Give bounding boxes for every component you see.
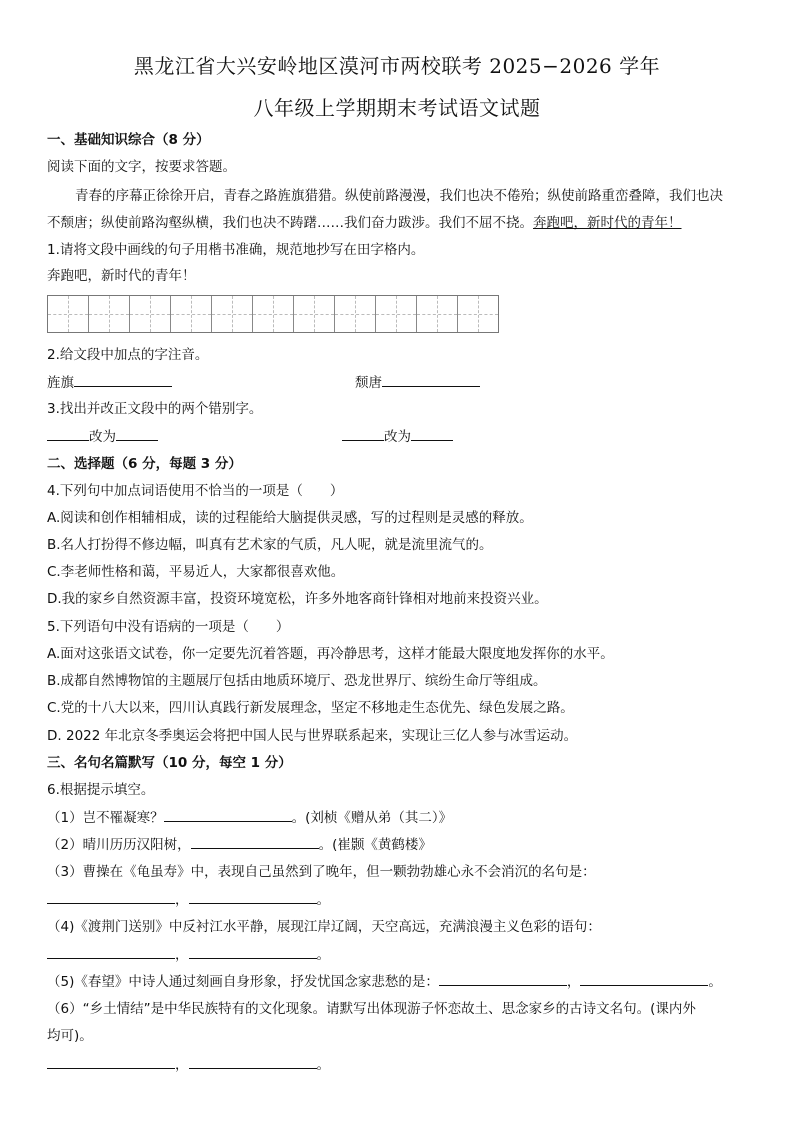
answer-blank[interactable] (47, 1055, 175, 1069)
section-2-heading: 二、选择题（6 分，每题 3 分） (47, 456, 242, 472)
change-to-label: 改为 (89, 429, 116, 445)
fill-item-3-answer (47, 890, 330, 909)
grid-cell[interactable] (253, 296, 294, 332)
fill-item-1-source: 。(刘桢《赠从弟（其二）》 (291, 810, 453, 826)
question-1: 1.请将文段中画线的句子用楷书准确，规范地抄写在田字格内。 (47, 242, 425, 258)
answer-blank[interactable] (189, 890, 317, 904)
question-5-option-a[interactable]: A.面对这张语文试卷，你一定要先沉着答题，再冷静思考，这样才能最大限度地发挥你的水平。 (47, 646, 614, 662)
answer-blank[interactable] (411, 427, 453, 441)
answer-blank[interactable] (47, 427, 89, 441)
section-3-heading: 三、名句名篇默写（10 分，每空 1 分） (47, 755, 292, 771)
fill-item-6: （6）“乡土情结”是中华民族特有的文化现象。请默写出体现游子怀恋故土、思念家乡的古诗文名句。(课内外 (47, 1001, 696, 1017)
comma: ， (175, 892, 189, 908)
comma: ， (566, 974, 581, 990)
fill-item-4-answer (47, 945, 330, 964)
period: 。 (316, 1057, 330, 1073)
passage-line-1: 青春的序幕正徐徐开启，青春之路旌旗猎猎。纵使前路漫漫，我们也决不倦殆；纵使前路重峦叠障，我们也决 (75, 188, 723, 204)
question-3: 3.找出并改正文段中的两个错别字。 (47, 401, 263, 417)
underlined-sentence: 奔跑吧，新时代的青年！ (533, 215, 682, 231)
answer-blank[interactable] (189, 1055, 317, 1069)
tianzige-grid[interactable] (47, 295, 499, 333)
answer-blank[interactable] (382, 373, 480, 387)
grid-cell[interactable] (417, 296, 458, 332)
answer-blank[interactable] (191, 835, 319, 849)
answer-blank[interactable] (580, 972, 708, 986)
grid-cell[interactable] (130, 296, 171, 332)
question-4-option-d[interactable]: D.我的家乡自然资源丰富，投资环境宽松，许多外地客商针锋相对地前来投资兴业。 (47, 591, 548, 607)
fill-item-5-prompt: （5)《春望》中诗人通过刻画自身形象，抒发忧国念家悲愁的是： (47, 974, 439, 990)
pinyin-word-b: 颓唐 (355, 375, 382, 391)
grid-cell[interactable] (212, 296, 253, 332)
question-2-item-b (355, 373, 480, 392)
passage-line-2 (47, 214, 682, 232)
question-4-option-c[interactable]: C.李老师性格和蔼，平易近人，大家都很喜欢他。 (47, 564, 345, 580)
grid-cell[interactable] (335, 296, 376, 332)
answer-blank[interactable] (47, 890, 175, 904)
fill-item-4: （4)《渡荆门送别》中反衬江水平静，展现江岸辽阔，天空高远，充满浪漫主义色彩的语句： (47, 919, 601, 935)
change-to-label: 改为 (384, 429, 411, 445)
question-4-option-a[interactable]: A.阅读和创作相辅相成，读的过程能给大脑提供灵感，写的过程则是灵感的释放。 (47, 510, 533, 526)
grid-cell[interactable] (48, 296, 89, 332)
fill-item-6-cont: 均可)。 (47, 1028, 93, 1044)
period: 。 (316, 892, 330, 908)
grid-cell[interactable] (458, 296, 498, 332)
title-line-1: 黑龙江省大兴安岭地区漠河市两校联考 2025−2026 学年 (133, 54, 661, 78)
question-3-item-a (47, 427, 158, 446)
fill-item-1 (47, 808, 452, 827)
section-1-intro: 阅读下面的文字，按要求答题。 (47, 159, 236, 175)
answer-blank[interactable] (189, 945, 317, 959)
fill-item-5 (47, 972, 722, 991)
fill-item-2-source: 。(崔颢《黄鹤楼》 (318, 837, 432, 853)
answer-blank[interactable] (74, 373, 172, 387)
answer-blank[interactable] (116, 427, 158, 441)
question-6: 6.根据提示填空。 (47, 782, 155, 798)
grid-cell[interactable] (294, 296, 335, 332)
fill-item-6-answer (47, 1055, 330, 1074)
grid-cell[interactable] (89, 296, 130, 332)
period: 。 (316, 947, 330, 963)
question-3-item-b (342, 427, 453, 446)
answer-blank[interactable] (164, 808, 292, 822)
question-4: 4.下列句中加点词语使用不恰当的一项是（ ） (47, 483, 344, 499)
title-line-2: 八年级上学期期末考试语文试题 (253, 96, 541, 120)
passage-text: 不颓唐；纵使前路沟壑纵横，我们也决不踌躇……我们奋力跋涉。我们不屈不挠。 (47, 215, 533, 231)
period: 。 (708, 974, 722, 990)
grid-cell[interactable] (376, 296, 417, 332)
section-1-heading: 一、基础知识综合（8 分） (47, 132, 210, 148)
fill-item-2 (47, 835, 432, 854)
question-5-option-d[interactable]: D. 2022 年北京冬季奥运会将把中国人民与世界联系起来，实现让三亿人参与冰雪运动。 (47, 728, 578, 744)
answer-blank[interactable] (439, 972, 567, 986)
answer-blank[interactable] (342, 427, 384, 441)
question-2-item-a (47, 373, 172, 392)
pinyin-word-a: 旌旗 (47, 375, 74, 391)
comma: ， (175, 947, 189, 963)
question-5-option-b[interactable]: B.成都自然博物馆的主题展厅包括由地质环境厅、恐龙世界厅、缤纷生命厅等组成。 (47, 673, 547, 689)
fill-item-3: （3）曹操在《龟虽寿》中，表现自己虽然到了晚年，但一颗勃勃雄心永不会消沉的名句是： (47, 864, 596, 880)
question-5: 5.下列语句中没有语病的一项是（ ） (47, 619, 290, 635)
answer-blank[interactable] (47, 945, 175, 959)
question-4-option-b[interactable]: B.名人打扮得不修边幅，叫真有艺术家的气质，凡人呢，就是流里流气的。 (47, 537, 493, 553)
question-1-sentence: 奔跑吧，新时代的青年！ (47, 268, 196, 284)
comma: ， (175, 1057, 189, 1073)
grid-cell[interactable] (171, 296, 212, 332)
fill-item-2-prompt: （2）晴川历历汉阳树， (47, 837, 191, 853)
fill-item-1-prompt: （1）岂不罹凝寒？ (47, 810, 164, 826)
question-5-option-c[interactable]: C.党的十八大以来，四川认真践行新发展理念，坚定不移地走生态优先、绿色发展之路。 (47, 700, 574, 716)
question-2: 2.给文段中加点的字注音。 (47, 347, 209, 363)
